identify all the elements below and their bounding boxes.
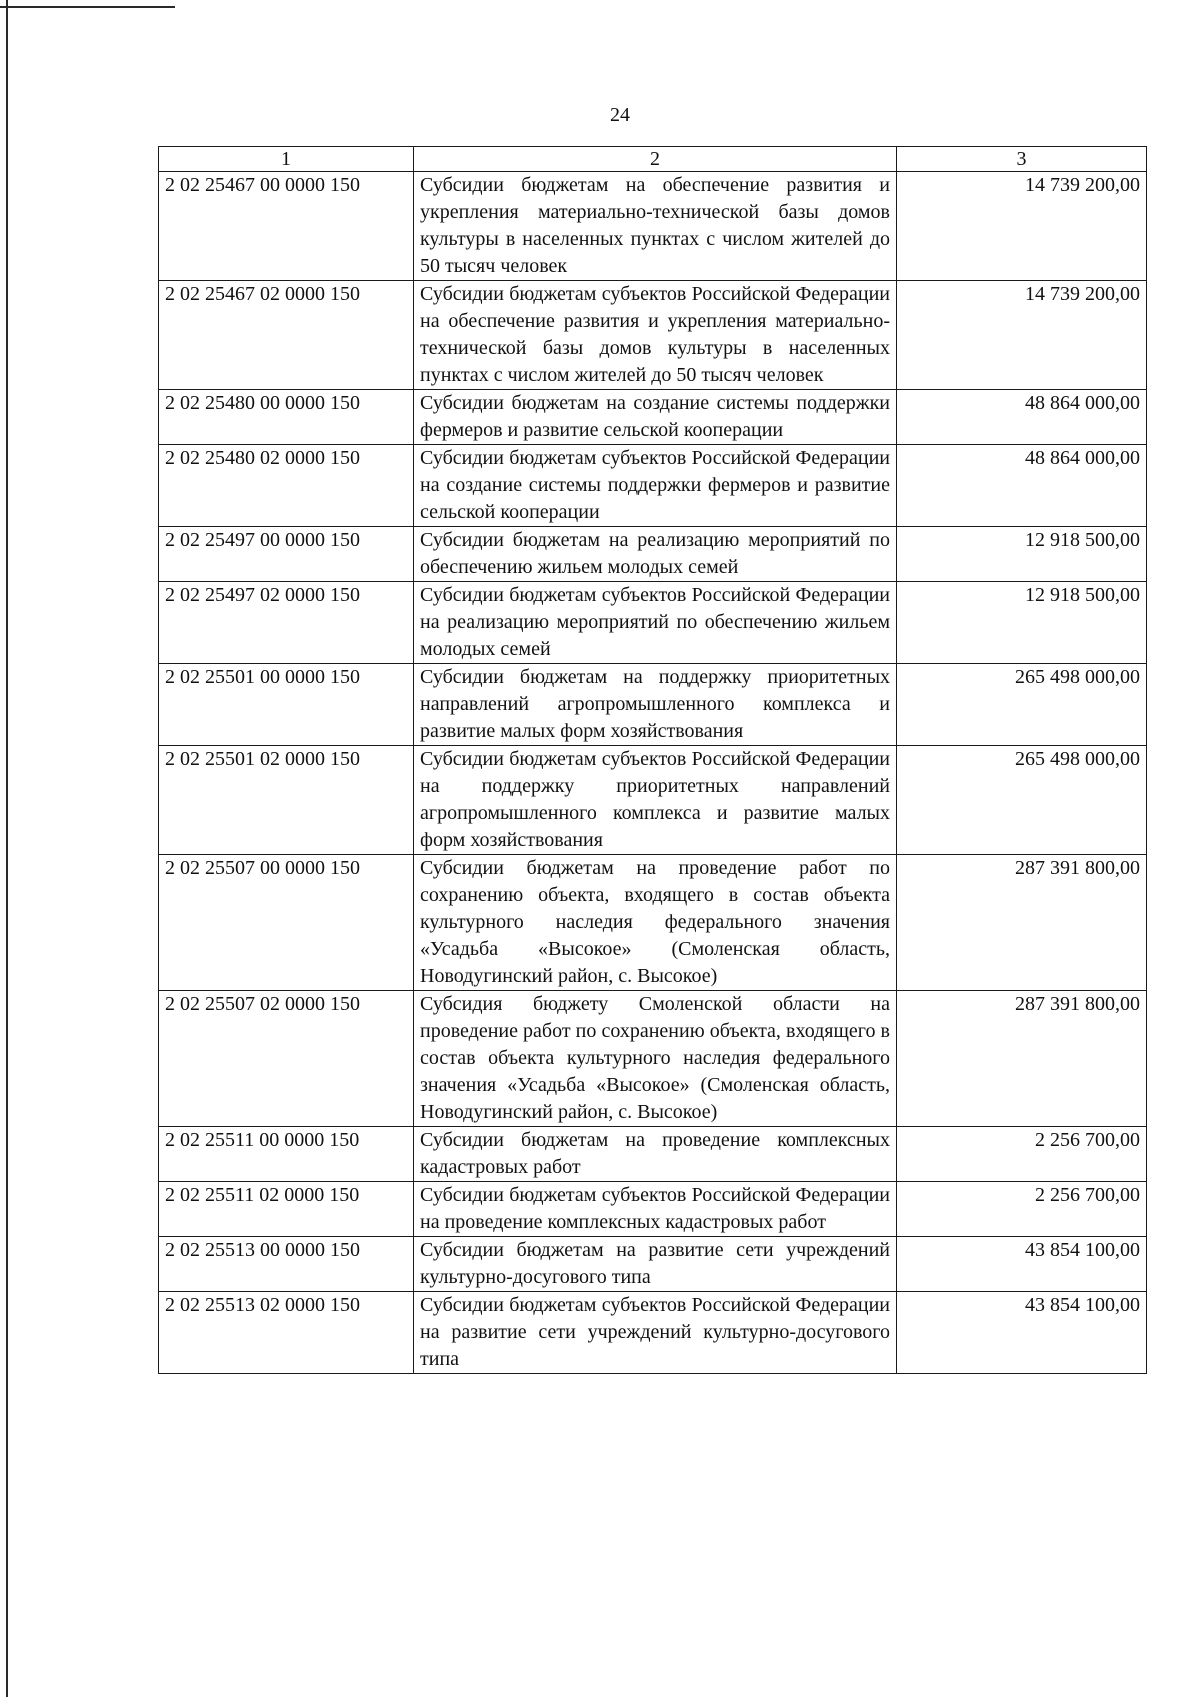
amount-cell: 265 498 000,00 [897,664,1147,746]
amount-cell: 48 864 000,00 [897,445,1147,527]
table-row [159,582,1147,664]
header-column-1: 1 [159,147,414,172]
description-cell: Субсидии бюджетам на проведение комплексных кадастровых работ [414,1127,897,1182]
description-cell: Субсидии бюджетам субъектов Российской Федерации на обеспечение развития и укрепления материально-технической базы домов культуры в населенных пунктах с числом жителей до 50 тысяч человек [414,281,897,390]
amount-cell: 48 864 000,00 [897,390,1147,445]
amount-cell: 14 739 200,00 [897,172,1147,281]
table-row [159,1237,1147,1292]
budget-revenue-table [158,146,1147,1374]
amount-cell: 43 854 100,00 [897,1292,1147,1374]
description-cell: Субсидии бюджетам субъектов Российской Федерации на создание системы поддержки фермеров и развитие сельской кооперации [414,445,897,527]
budget-code-cell: 2 02 25511 00 0000 150 [159,1127,414,1182]
budget-code-cell: 2 02 25513 00 0000 150 [159,1237,414,1292]
table-row [159,664,1147,746]
description-cell: Субсидии бюджетам на развитие сети учреждений культурно-досугового типа [414,1237,897,1292]
amount-cell: 287 391 800,00 [897,855,1147,991]
amount-cell: 2 256 700,00 [897,1127,1147,1182]
description-cell: Субсидия бюджету Смоленской области на проведение работ по сохранению объекта, входящего в состав объекта культурного наследия федерального значения «Усадьба «Высокое» (Смоленская область, Новодугинский район, с. Высокое) [414,991,897,1127]
description-cell: Субсидии бюджетам на реализацию мероприятий по обеспечению жильем молодых семей [414,527,897,582]
table-row [159,1127,1147,1182]
budget-code-cell: 2 02 25480 02 0000 150 [159,445,414,527]
description-cell: Субсидии бюджетам субъектов Российской Федерации на проведение комплексных кадастровых работ [414,1182,897,1237]
budget-code-cell: 2 02 25480 00 0000 150 [159,390,414,445]
scan-edge-top [0,6,175,8]
table-row [159,390,1147,445]
table-row [159,445,1147,527]
table-row [159,172,1147,281]
budget-code-cell: 2 02 25497 02 0000 150 [159,582,414,664]
amount-cell: 12 918 500,00 [897,582,1147,664]
budget-code-cell: 2 02 25507 00 0000 150 [159,855,414,991]
table-row [159,1182,1147,1237]
table-row [159,991,1147,1127]
description-cell: Субсидии бюджетам на обеспечение развития и укрепления материально-технической базы домов культуры в населенных пунктах с числом жителей до 50 тысяч человек [414,172,897,281]
scan-edge-left [6,0,8,1697]
amount-cell: 14 739 200,00 [897,281,1147,390]
amount-cell: 287 391 800,00 [897,991,1147,1127]
description-cell: Субсидии бюджетам субъектов Российской Федерации на поддержку приоритетных направлений агропромышленного комплекса и развитие малых форм хозяйствования [414,746,897,855]
table-row [159,527,1147,582]
header-column-2: 2 [414,147,897,172]
description-cell: Субсидии бюджетам на создание системы поддержки фермеров и развитие сельской кооперации [414,390,897,445]
budget-code-cell: 2 02 25511 02 0000 150 [159,1182,414,1237]
header-column-3: 3 [897,147,1147,172]
amount-cell: 12 918 500,00 [897,527,1147,582]
table-row [159,855,1147,991]
budget-code-cell: 2 02 25501 02 0000 150 [159,746,414,855]
budget-code-cell: 2 02 25507 02 0000 150 [159,991,414,1127]
table-row [159,1292,1147,1374]
description-cell: Субсидии бюджетам субъектов Российской Федерации на реализацию мероприятий по обеспечению жильем молодых семей [414,582,897,664]
table-row [159,281,1147,390]
budget-code-cell: 2 02 25467 00 0000 150 [159,172,414,281]
amount-cell: 265 498 000,00 [897,746,1147,855]
table-header-row [159,147,1147,172]
page-number: 24 [610,104,630,126]
description-cell: Субсидии бюджетам субъектов Российской Федерации на развитие сети учреждений культурно-досугового типа [414,1292,897,1374]
table-row [159,746,1147,855]
budget-code-cell: 2 02 25501 00 0000 150 [159,664,414,746]
description-cell: Субсидии бюджетам на поддержку приоритетных направлений агропромышленного комплекса и развитие малых форм хозяйствования [414,664,897,746]
budget-code-cell: 2 02 25467 02 0000 150 [159,281,414,390]
amount-cell: 43 854 100,00 [897,1237,1147,1292]
description-cell: Субсидии бюджетам на проведение работ по сохранению объекта, входящего в состав объекта культурного наследия федерального значения «Усадьба «Высокое» (Смоленская область, Новодугинский район, с. Высокое) [414,855,897,991]
amount-cell: 2 256 700,00 [897,1182,1147,1237]
budget-code-cell: 2 02 25513 02 0000 150 [159,1292,414,1374]
budget-code-cell: 2 02 25497 00 0000 150 [159,527,414,582]
